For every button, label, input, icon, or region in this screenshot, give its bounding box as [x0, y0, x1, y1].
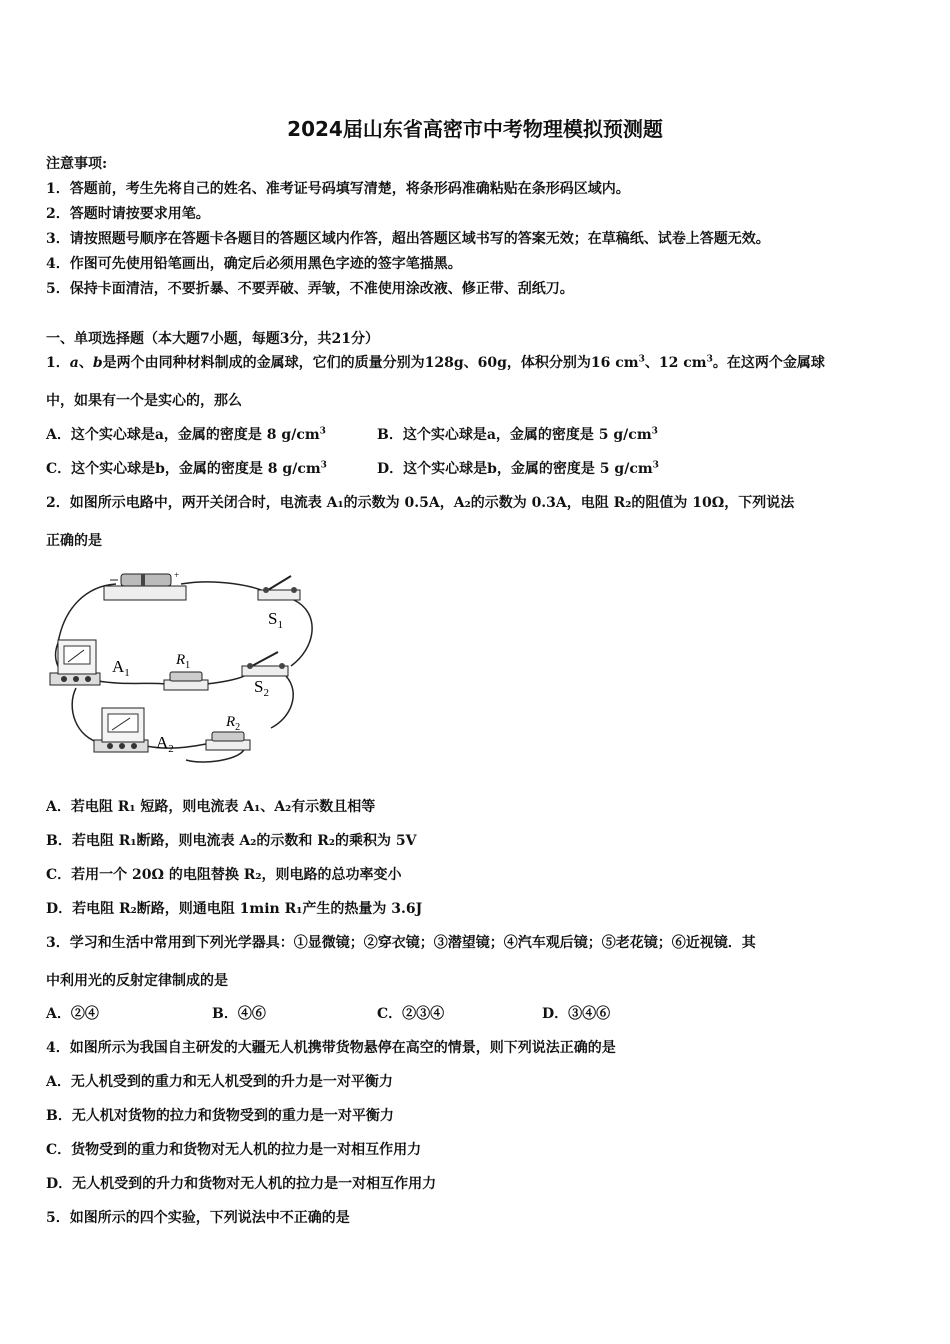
q4-option-c: C．货物受到的重力和货物对无人机的拉力是一对相互作用力 [46, 1142, 422, 1158]
q4-option-a: A．无人机受到的重力和无人机受到的升力是一对平衡力 [46, 1074, 393, 1090]
q2-option-b: B．若电阻 R₁断路，则电流表 A₂的示数和 R₂的乘积为 5V [46, 833, 417, 849]
q1-sup2: 3 [706, 354, 713, 365]
q3-option-b: B．④⑥ [212, 1006, 266, 1022]
resistor-r1-icon [164, 672, 208, 690]
r1-label: $R_1$ [176, 652, 191, 671]
q1-sep: 、 [78, 355, 93, 371]
notice-item-3: 3．请按照题号顺序在答题卡各题目的答题区域内作答，超出答题区域书写的答案无效；在草稿纸、试卷上答题无效。 [46, 231, 770, 247]
q3-option-d: D．③④⑥ [542, 1006, 611, 1022]
section-heading: 一、单项选择题（本大题7小题，每题3分，共21分） [46, 331, 379, 347]
q3-stem: 3．学习和生活中常用到下列光学器具：①显微镜；②穿衣镜；③潜望镜；④汽车观后镜；⑤老花镜；⑥近视镜．其 [46, 935, 756, 951]
q1-sup1: 3 [638, 354, 645, 365]
circuit-figure [46, 568, 316, 768]
notice-item-1: 1．答题前，考生先将自己的姓名、准考证号码填写清楚，将条形码准确粘贴在条形码区域内。 [46, 181, 630, 197]
q1-stem [46, 352, 825, 372]
q4-stem: 4．如图所示为我国自主研发的大疆无人机携带货物悬停在高空的情景，则下列说法正确的是 [46, 1040, 616, 1056]
q1-option-b: B．这个实心球是a，金属的密度是 5 $g/cm^3$ [377, 426, 658, 443]
q3-option-c: C．②③④ [377, 1006, 445, 1022]
notice-item-5: 5．保持卡面清洁，不要折暴、不要弄破、弄皱，不准使用涂改液、修正带、刮纸刀。 [46, 281, 574, 297]
q2-option-d: D．若电阻 R₂断路，则通电阻 1min R₁产生的热量为 3.6J [46, 901, 423, 917]
switch-s1-icon [258, 576, 300, 600]
svg-text:+: + [174, 570, 180, 580]
battery-icon [104, 570, 186, 600]
q2-option-a: A．若电阻 R₁ 短路，则电流表 A₁、A₂有示数且相等 [46, 799, 376, 815]
q4-option-d: D．无人机受到的升力和货物对无人机的拉力是一对相互作用力 [46, 1176, 437, 1192]
a2-label: $A_2$ [156, 733, 174, 755]
page-title: 2024届山东省高密市中考物理模拟预测题 [287, 117, 663, 141]
q3-option-a: A．②④ [46, 1006, 99, 1022]
ammeter-a1-icon [50, 640, 100, 685]
q1-var-b: b [92, 355, 103, 371]
q1-stem-text3: 。在这两个金属球 [712, 355, 825, 371]
q1-option-c: C．这个实心球是b，金属的密度是 8 $g/cm^3$ [46, 460, 327, 477]
q1-option-d: D．这个实心球是b，金属的密度是 5 $g/cm^3$ [377, 460, 659, 477]
q1-stem-line2: 中，如果有一个是实心的，那么 [46, 393, 242, 409]
q1-var-a: a [69, 355, 79, 371]
q1-option-a: A．这个实心球是a，金属的密度是 8 $g/cm^3$ [46, 426, 326, 443]
ammeter-a2-icon [94, 708, 148, 752]
resistor-r2-icon [206, 732, 250, 750]
notice-heading: 注意事项: [46, 156, 108, 172]
q1-number: 1． [46, 355, 70, 371]
q5-stem: 5．如图所示的四个实验，下列说法中不正确的是 [46, 1210, 350, 1226]
q1-stem-text2: 、12 cm [644, 355, 707, 371]
s1-label: $S_1$ [268, 609, 283, 631]
switch-s2-icon [242, 652, 288, 676]
q1-stem-text: 是两个由同种材料制成的金属球，它们的质量分别为128g、60g，体积分别为16 cm [102, 355, 639, 371]
q3-stem-line2: 中利用光的反射定律制成的是 [46, 973, 228, 989]
q2-stem: 2．如图所示电路中，两开关闭合时，电流表 A₁的示数为 0.5A，A₂的示数为 0.3A，电阻 R₂的阻值为 10Ω，下列说法 [46, 495, 795, 511]
q2-option-c: C．若用一个 20Ω 的电阻替换 R₂，则电路的总功率变小 [46, 867, 402, 883]
notice-item-2: 2．答题时请按要求用笔。 [46, 206, 210, 222]
q2-stem-line2: 正确的是 [46, 533, 102, 549]
q4-option-b: B．无人机对货物的拉力和货物受到的重力是一对平衡力 [46, 1108, 394, 1124]
s2-label: $S_2$ [254, 677, 269, 699]
notice-item-4: 4．作图可先使用铅笔画出，确定后必须用黑色字迹的签字笔描黑。 [46, 256, 462, 272]
a1-label: $A_1$ [112, 657, 130, 679]
r2-label: $R_2$ [226, 714, 241, 733]
